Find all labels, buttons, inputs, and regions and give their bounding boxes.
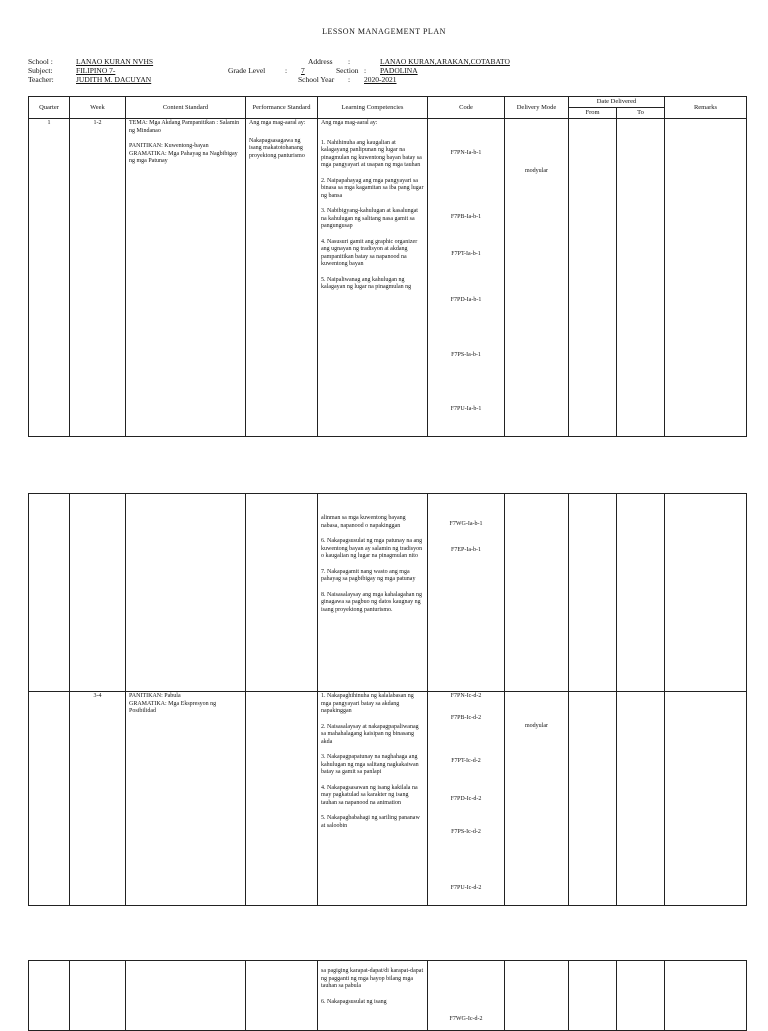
teacher-label: Teacher: bbox=[28, 75, 54, 84]
remarks-cell bbox=[665, 119, 747, 437]
list-item: 4. Nasusuri gamit ang graphic organizer ang ugnayan ng tradisyon at akdang pampanitikan batay sa napanood na kuwentong bayan bbox=[321, 238, 418, 268]
competencies-cell bbox=[318, 961, 428, 1031]
date-to-cell bbox=[617, 494, 665, 692]
subject-label: Subject: bbox=[28, 66, 53, 75]
competencies-cell bbox=[318, 119, 428, 437]
quarter-cell bbox=[29, 494, 70, 692]
performance-standard-cell bbox=[246, 692, 318, 906]
code-item: F7PS-Ic-d-2 bbox=[451, 829, 481, 835]
performance-text: Nakapagsasagawa ng isang makatotohanang proyektong panturismo bbox=[249, 137, 305, 159]
table-row bbox=[29, 494, 747, 692]
quarter-cell: 1 bbox=[29, 119, 70, 437]
school-year-colon: : bbox=[348, 75, 351, 84]
date-from-cell bbox=[569, 494, 617, 692]
remarks-cell bbox=[665, 961, 747, 1031]
code-item: F7WG-Ic-d-2 bbox=[449, 1016, 483, 1022]
table-row bbox=[29, 692, 747, 906]
col-content-standard: Content Standard bbox=[126, 97, 246, 119]
code-item: F7PD-Ic-d-2 bbox=[450, 795, 482, 802]
code-item: F7PD-Ia-b-1 bbox=[450, 296, 482, 303]
code-item: F7PU-Ic-d-2 bbox=[450, 884, 482, 891]
col-from: From bbox=[569, 108, 617, 119]
list-item: 1. Nahihinuha ang kaugalian at kalagayang panlipunan ng lugar na pinagmulan ng kuwentong bayan batay sa mga pangyayari at usapan ng mga tauhan bbox=[321, 139, 422, 169]
address-label: Address bbox=[308, 57, 333, 66]
delivery-mode-value: modyular bbox=[525, 168, 548, 175]
competencies-cell bbox=[318, 692, 428, 906]
plan-table-page-2 bbox=[28, 493, 747, 906]
code-cell bbox=[428, 692, 505, 906]
delivery-mode-cell bbox=[505, 119, 569, 437]
content-standard-cell bbox=[126, 692, 246, 906]
list-item: 4. Nakapagsasawan ng isang kakilala na may pagkatulad sa karakter ng isang tauhan sa napanood na animation bbox=[321, 784, 418, 806]
date-to-cell bbox=[617, 692, 665, 906]
table-row bbox=[29, 119, 747, 437]
content-gramatika: GRAMATIKA: Mga Ekspresyon ng Posibilidad bbox=[129, 700, 217, 714]
date-from-cell bbox=[569, 692, 617, 906]
content-standard-cell bbox=[126, 494, 246, 692]
list-item: 7. Nakapagamit nang wasto ang mga pahayag sa pagbibigay ng mga patunay bbox=[321, 568, 416, 582]
plan-table-page-3 bbox=[28, 960, 747, 1031]
code-item: F7WG-Ia-b-1 bbox=[449, 521, 483, 527]
school-label: School : bbox=[28, 57, 53, 66]
delivery-mode-value: modyular bbox=[525, 723, 548, 729]
content-theme: TEMA: Mga Akdang Pampanitikan : Salamin ng Mindanao bbox=[129, 120, 240, 134]
school-year-label: School Year bbox=[298, 75, 335, 84]
list-item: alinman sa mga kuwentong bayang nabasa, napanood o napakinggan bbox=[321, 515, 406, 529]
col-date-delivered: Date Delivered bbox=[569, 97, 665, 108]
subject-value: FILIPINO 7- bbox=[76, 66, 116, 75]
content-standard-cell bbox=[126, 119, 246, 437]
delivery-mode-cell bbox=[505, 961, 569, 1031]
plan-table-page-1 bbox=[28, 96, 747, 437]
teacher-value: JUDITH M. DACUYAN bbox=[76, 75, 152, 84]
date-to-cell bbox=[617, 961, 665, 1031]
school-value: LANAO KURAN NVHS bbox=[76, 57, 154, 66]
col-performance-standard: Performance Standard bbox=[246, 97, 318, 119]
week-cell bbox=[70, 494, 126, 692]
date-to-cell bbox=[617, 119, 665, 437]
col-learning-competencies: Learning Competencies bbox=[318, 97, 428, 119]
col-code: Code bbox=[428, 97, 505, 119]
col-to: To bbox=[617, 108, 665, 119]
code-cell bbox=[428, 119, 505, 437]
competencies-cell bbox=[318, 494, 428, 692]
list-item: 6. Nakapagsusulat ng mga patunay na ang kuwentong bayan ay salamin ng tradisyon o kaugalian ng lugar na pinagmulan nito bbox=[321, 538, 423, 559]
code-cell bbox=[428, 494, 505, 692]
performance-intro: Ang mga mag-aaral ay: bbox=[249, 120, 306, 127]
grade-value: 7 bbox=[301, 66, 305, 75]
col-delivery-mode: Delivery Mode bbox=[505, 97, 569, 119]
list-item: 6. Nakapagsusulat ng isang bbox=[321, 998, 387, 1005]
grade-label: Grade Level bbox=[228, 66, 266, 75]
section-label: Section bbox=[336, 66, 359, 75]
quarter-cell bbox=[29, 692, 70, 906]
list-item: 1. Nakapaghihinuha ng kalalabasan ng mga pangyayari batay sa akdang napakinggan bbox=[321, 693, 414, 714]
list-item: 8. Naisasalaysay ang mga kahalagahan ng ginagawa sa pagbuo ng datos kaugnay ng isang proyektong panturismo. bbox=[321, 591, 422, 613]
content-panitikan: PANITIKAN: Pabula bbox=[129, 693, 181, 699]
list-item: 3. Nabibigyang-kahulugan at kasalungat na kahulugan ng salitang nasa gamit sa pangungusap bbox=[321, 208, 418, 230]
content-standard-cell bbox=[126, 961, 246, 1031]
code-item: F7PT-Ia-b-1 bbox=[451, 251, 481, 258]
performance-standard-cell bbox=[246, 119, 318, 437]
week-cell bbox=[70, 961, 126, 1031]
code-item: F7EP-Ia-b-1 bbox=[451, 546, 481, 553]
document-title: LESSON MANAGEMENT PLAN bbox=[322, 27, 446, 36]
code-item: F7PS-Ia-b-1 bbox=[451, 352, 481, 359]
code-item: F7PU-Ia-b-1 bbox=[450, 405, 482, 412]
list-item: 2. Naipapahayag ang mga pangyayari sa binasa sa mga kagamitan sa iba pang lugar ng bansa bbox=[321, 177, 424, 199]
performance-standard-cell bbox=[246, 961, 318, 1031]
remarks-cell bbox=[665, 494, 747, 692]
quarter-cell bbox=[29, 961, 70, 1031]
week-cell: 1-2 bbox=[70, 119, 126, 437]
code-cell bbox=[428, 961, 505, 1031]
delivery-mode-cell bbox=[505, 494, 569, 692]
list-item: 3. Nakapagpapatunay na naghahaga ang kahulugan ng mga salitang nagkakaiwan batay sa gamit sa panlapi bbox=[321, 754, 419, 775]
section-value: PADOLINA bbox=[380, 66, 418, 75]
section-colon: : bbox=[364, 66, 367, 75]
code-item: F7PB-Ia-b-1 bbox=[450, 213, 482, 220]
code-item: F7PT-Ic-d-2 bbox=[451, 758, 481, 764]
code-item: F7PB-Ic-d-2 bbox=[450, 714, 482, 721]
delivery-mode-cell bbox=[505, 692, 569, 906]
col-remarks: Remarks bbox=[665, 97, 747, 119]
remarks-cell bbox=[665, 692, 747, 906]
code-item: F7PN-Ia-b-1 bbox=[450, 150, 482, 157]
col-week: Week bbox=[70, 97, 126, 119]
date-from-cell bbox=[569, 119, 617, 437]
code-item: F7PN-Ic-d-2 bbox=[450, 693, 482, 699]
table-row bbox=[29, 961, 747, 1031]
list-item: 2. Naisasalaysay at nakapagpapaliwanag sa mahahalagang kaisipan ng binasang akda bbox=[321, 723, 419, 745]
col-quarter: Quarter bbox=[29, 97, 70, 119]
performance-standard-cell bbox=[246, 494, 318, 692]
address-value: LANAO KURAN,ARAKAN,COTABATO bbox=[380, 57, 510, 66]
date-from-cell bbox=[569, 961, 617, 1031]
content-gramatika: GRAMATIKA: Mga Pahayag na Nagbibigay ng mga Patunay bbox=[129, 150, 238, 165]
school-year-value: 2020-2021 bbox=[364, 75, 397, 84]
list-item: 5. Nakapagbabahagi ng sariling pananaw at saloobin bbox=[321, 815, 420, 829]
grade-colon: : bbox=[285, 66, 288, 75]
list-item: 5. Naipaliwanag ang kahulugan ng kalagayan ng lugar na pinagmulan ng bbox=[321, 276, 412, 291]
address-colon: : bbox=[348, 57, 351, 66]
content-panitikan: PANITIKAN: Kuwentong-bayan bbox=[129, 143, 209, 150]
competencies-intro: Ang mga mag-aaral ay: bbox=[321, 120, 378, 127]
week-cell: 3-4 bbox=[70, 692, 126, 906]
list-item: sa pagiging karapat-dapat/di karapat-dapat ng pagganti ng mga hayop bilang mga tauhan sa pabula bbox=[321, 968, 424, 989]
